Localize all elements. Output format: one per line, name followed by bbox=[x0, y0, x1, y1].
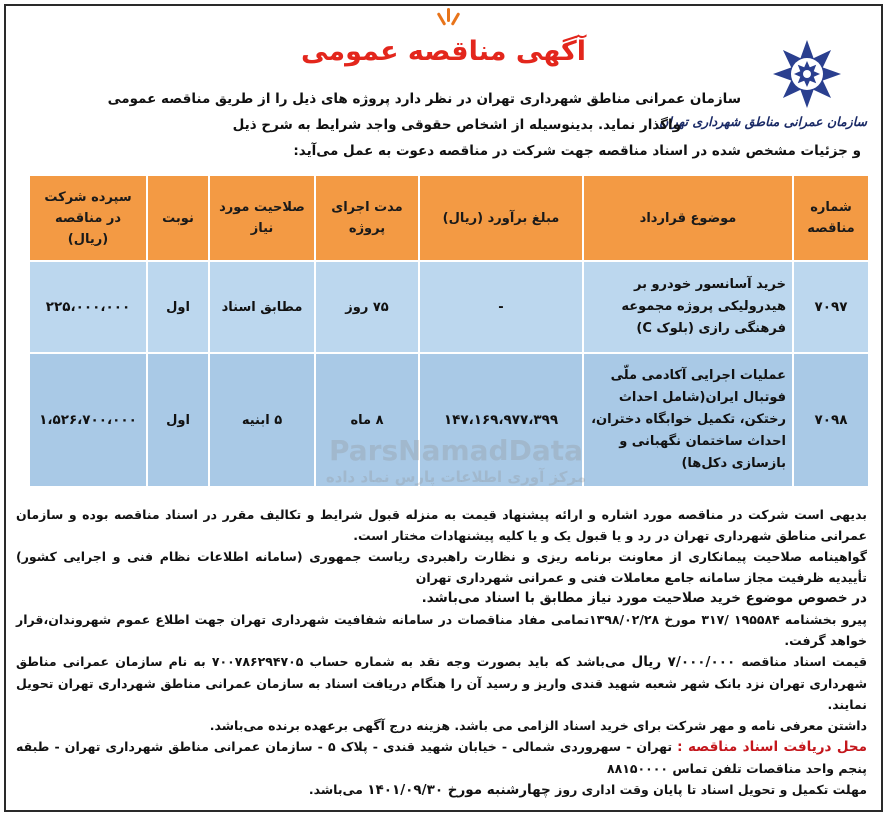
cell-round: اول bbox=[147, 353, 209, 487]
body-paragraph-terms: بدیهی است شرکت در مناقصه مورد اشاره و ارائه پیشنهاد قیمت به منزله قبول شرایط و تکالیف مقرر در اسناد مناقصه بوده و سازمان عمرانی مناطق شهرداری تهران در رد و یا قبول یک و یا کلیه پیشنهادات مختار است. bbox=[16, 507, 867, 543]
table-row bbox=[29, 261, 869, 353]
star-emblem-icon bbox=[747, 36, 867, 114]
cell-subject: خرید آسانسور خودرو بر هیدرولیکی پروژه مجموعه فرهنگی رازی (بلوک C) bbox=[583, 261, 793, 353]
cell-deposit: ۱،۵۲۶،۷۰۰،۰۰۰ bbox=[29, 353, 147, 487]
document-price-details: می‌باشد که باید بصورت وجه نقد به شماره حساب ۷۰۰۷۸۶۲۹۴۷۰۵ به نام سازمان عمرانی مناطق شهرداری تهران نزد بانک شهر شعبه شهید قندی واریز و رسید آن را هنگام دریافت اسناد به سازمان عمرانی مناطق شهرداری تهران تحویل نمایند. bbox=[16, 654, 867, 712]
decorative-rays-icon bbox=[436, 8, 462, 34]
table-header-row bbox=[29, 175, 869, 261]
body-paragraph-transparency: پیرو بخشنامه ۱۹۵۵۸۴ /۳۱۷ مورخ ۱۳۹۸/۰۲/۲۸تمامی مفاد مناقصات در سامانه شفافیت شهرداری تهران جهت اطلاع عموم شهروندان،قرار خواهد گرفت. bbox=[16, 612, 867, 648]
deadline-suffix: می‌باشد. bbox=[308, 782, 363, 797]
cell-qualification: مطابق اسناد bbox=[209, 261, 315, 353]
document-price-label: قیمت اسناد مناقصه bbox=[741, 654, 868, 669]
header-estimate: مبلغ برآورد (ریال) bbox=[419, 175, 583, 261]
intro-line-1: سازمان عمرانی مناطق شهرداری تهران در نظر دارد پروژه های ذیل را از طریق مناقصه عمومی bbox=[107, 91, 741, 107]
body-paragraph-requirements: داشتن معرفی نامه و مهر شرکت برای خرید اسناد الزامی می باشد. هزینه درج آگهی برعهده برنده می‌باشد. bbox=[209, 718, 867, 733]
header-subject: موضوع قرارداد bbox=[583, 175, 793, 261]
tender-notice-frame bbox=[4, 4, 883, 812]
body-paragraph-certificate: گواهینامه صلاحیت پیمانکاری از معاونت برنامه ریزی و نظارت راهبردی ریاست جمهوری (سامانه اطلاعات نظام فنی و اجرایی کشور) تأییدیه ظرفیت مجاز سامانه جامع معاملات فنی و عمرانی شهرداری تهران bbox=[16, 549, 867, 585]
table-row bbox=[29, 353, 869, 487]
cell-deposit: ۲۲۵،۰۰۰،۰۰۰ bbox=[29, 261, 147, 353]
notice-title: آگهی مناقصه عمومی bbox=[301, 36, 586, 67]
body-paragraph-deadline bbox=[16, 779, 867, 801]
header-tender-number: شماره مناقصه bbox=[793, 175, 869, 261]
body-paragraph-location bbox=[16, 736, 867, 779]
header-qualification: صلاحیت مورد نیاز bbox=[209, 175, 315, 261]
cell-subject: عملیات اجرایی آکادمی ملّی فوتبال ایران(شامل احداث رختکن، تکمیل خوابگاه دختران، احداث ساختمان نگهبانی و بازسازی دکل‌ها) bbox=[583, 353, 793, 487]
cell-tender-number: ۷۰۹۷ bbox=[793, 261, 869, 353]
document-price-value: ۷/۰۰۰/۰۰۰ ریال bbox=[631, 654, 736, 670]
deadline-label: مهلت تکمیل و تحویل اسناد تا پایان وقت اداری روز bbox=[555, 782, 867, 797]
intro-paragraph bbox=[16, 86, 861, 164]
location-label: محل دریافت اسناد مناقصه : bbox=[677, 739, 868, 755]
cell-round: اول bbox=[147, 261, 209, 353]
notice-body bbox=[16, 504, 867, 801]
cell-duration: ۸ ماه bbox=[315, 353, 419, 487]
header-duration: مدت اجرای پروژه bbox=[315, 175, 419, 261]
logo-caption: سازمان عمرانی مناطق شهرداری تهران bbox=[659, 114, 867, 129]
deadline-date: چهارشنبه مورخ ۱۴۰۱/۰۹/۳۰ bbox=[367, 782, 551, 798]
intro-line-2: واگذار نماید. بدینوسیله از اشخاص حقوقی واجد شرایط به شرح ذیل bbox=[232, 117, 681, 133]
header-round: نوبت bbox=[147, 175, 209, 261]
organization-logo bbox=[659, 36, 867, 136]
cell-estimate: ۱۴۷،۱۶۹،۹۷۷،۳۹۹ bbox=[419, 353, 583, 487]
watermark-caption: مرکز آوری اطلاعات پارس نماد داده bbox=[325, 468, 587, 486]
cell-qualification: ۵ ابنیه bbox=[209, 353, 315, 487]
location-phone: تلفن تماس ۸۸۱۵۰۰۰۰ bbox=[606, 761, 742, 776]
cell-estimate: - bbox=[419, 261, 583, 353]
watermark-brand: ParsNamadData bbox=[329, 434, 583, 467]
body-paragraph-qualification: در خصوص موضوع خرید صلاحیت مورد نیاز مطابق با اسناد می‌باشد. bbox=[421, 590, 867, 606]
cell-tender-number: ۷۰۹۸ bbox=[793, 353, 869, 487]
cell-duration: ۷۵ روز bbox=[315, 261, 419, 353]
intro-line-3: و جزئیات مشخص شده در اسناد مناقصه جهت شرکت در مناقصه دعوت به عمل می‌آید: bbox=[293, 143, 861, 159]
body-paragraph-document-price bbox=[16, 651, 867, 715]
location-address: تهران - سهروردی شمالی - خیابان شهید قندی - پلاک ۵ - سازمان عمرانی مناطق شهرداری تهران - طبقه پنجم واحد مناقصات bbox=[16, 739, 867, 776]
tender-table bbox=[28, 174, 870, 488]
header-deposit: سپرده شرکت در مناقصه (ریال) bbox=[29, 175, 147, 261]
